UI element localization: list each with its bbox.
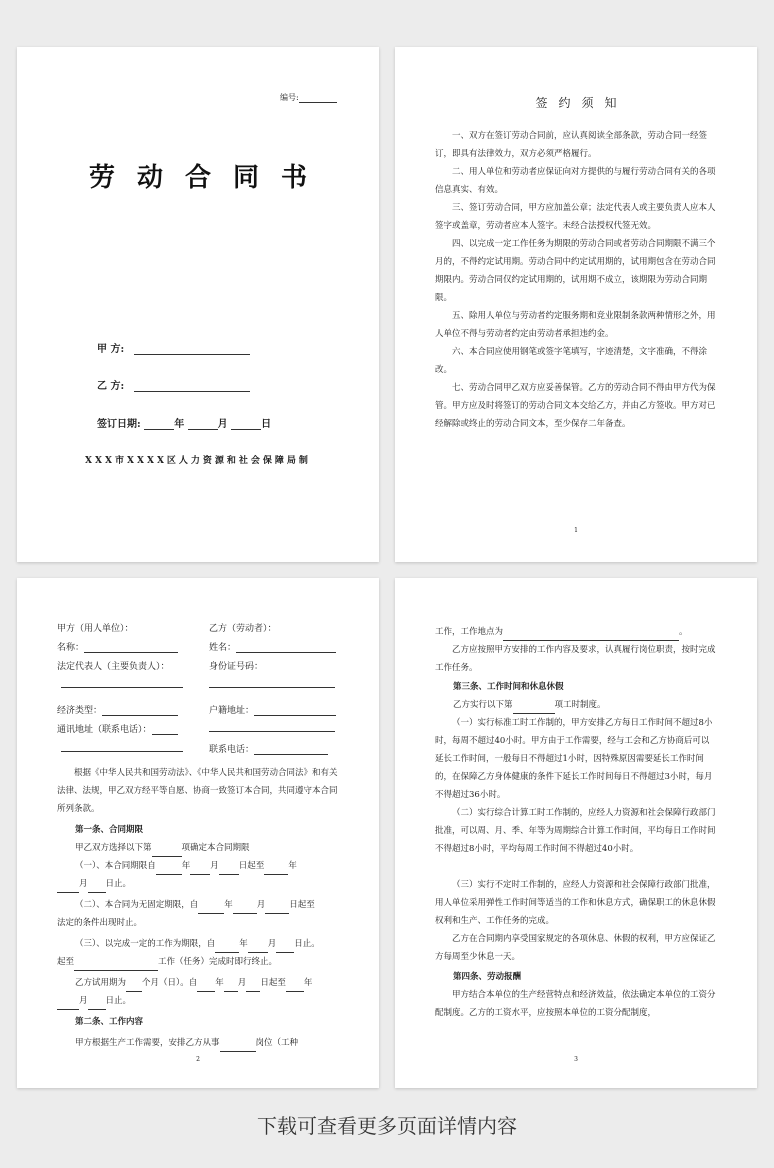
contact-field [209,742,328,755]
article-3-choice [453,696,739,714]
a1-3-year: 年 [239,939,248,949]
article-1-option-2 [75,896,361,914]
sign-month-label: 月 [217,419,228,430]
probation-months-line [126,982,142,992]
page-number-3: 3 [574,1056,578,1063]
contract-number-line [299,94,337,103]
article-4-title: 第四条、劳动报酬 [453,972,522,982]
article-3-rest: 乙方在合同期内享受国家规定的各项休息、休假的权利，甲方应保证乙方每周至少休息一天。 [435,934,716,962]
notice-para-6: 六、本合同应使用钢笔或签字笔填写，字迹清楚，文字准确，不得涂改。 [435,347,708,375]
a1-3-month: 月 [267,939,277,949]
a1-1-end-day: 日止。 [105,879,132,889]
address-label: 通讯地址（联系电话）： [57,725,152,735]
article-3-title: 第三条、工作时间和休息休假 [453,682,564,692]
party-a-line [134,344,250,355]
article-1-option-1 [75,857,361,875]
household-label: 户籍地址： [209,706,255,716]
article-1-title: 第一条、合同期限 [75,825,144,835]
economic-type-field [57,703,178,716]
intro-paragraph: 根据《中华人民共和国劳动法》、《中华人民共和国劳动合同法》和有关法律、法规，甲乙双方经平等自愿、协商一致签订本合同，共同遵守本合同所列条款。 [57,768,338,814]
person-name-label: 姓名： [209,643,237,653]
party-a-field [97,340,250,355]
a1-2-year: 年 [224,900,233,910]
probation-end-day-line [88,1000,106,1010]
sign-day-label: 日 [261,419,272,430]
person-name-field [209,640,336,653]
contact-label: 联系电话： [209,745,255,755]
probation-day-line [246,982,260,992]
probation-months: 个月（日）。自 [142,978,198,988]
probation-month: 月 [237,978,247,988]
probation-line-end [57,992,343,1010]
a1-1-end-year-line [264,865,288,875]
probation-month-line [224,982,238,992]
id-number-line [209,678,335,688]
a1-1-month: 月 [210,861,219,871]
notice-para-3: 三、签订劳动合同，甲方应加盖公章；法定代表人或主要负责人应本人签字或盖章，劳动者应本人签字。未经合法授权代签无效。 [435,203,716,231]
a1-3-day: 日止。 [294,939,320,949]
contract-number-label: 编号: [280,93,299,102]
sign-date-field [97,415,271,430]
article-1-option-3 [75,935,361,953]
a3-choice-line [513,704,555,714]
probation-end-day: 日止。 [105,996,132,1006]
address-line-2 [61,742,183,752]
a1-3-day-line [276,943,294,953]
article-4-text: 甲方结合本单位的生产经营特点和经济效益，依法确定本单位的工资分配制度。乙方的工资水平，应按照本单位的工资分配制度， [435,990,716,1018]
a1-1-day-line [219,865,239,875]
notice-para-2: 二、用人单位和劳动者应保证向对方提供的与履行劳动合同有关的各项信息真实、有效。 [435,167,716,195]
a1-3-month-line [248,943,268,953]
economic-type-label: 经济类型： [57,706,103,716]
household-field-2 [209,722,335,732]
notice-para-5: 五、除用人单位与劳动者约定服务期和竞业限制条款两种情形之外，用人单位不得与劳动者约定由劳动者承担违约金。 [435,311,716,339]
notice-para-1: 一、双方在签订劳动合同前，应认真阅读全部条款，劳动合同一经签订，即具有法律效力，双方必须严格履行。 [435,131,708,159]
a1-3-prefix: （三）、以完成一定的工作为期限，自 [75,939,216,949]
party-b-header: 乙方（劳动者）： [209,624,277,634]
a3-choice-suffix: 项工时制度。 [554,700,606,710]
a2-position-line [220,1042,256,1052]
a1-3-year-line [215,943,239,953]
a1-3-suffix: 工作（任务）完成时即行终止。 [158,957,278,967]
a1-1-day-from: 日起至 [238,861,265,871]
a1-2-month-line [233,904,257,914]
party-a-header: 甲方（用人单位）： [57,624,134,634]
a1-1-prefix: （一）、本合同期限自 [75,861,156,871]
contract-page-2 [17,578,379,1088]
probation-line [75,974,361,992]
work-place-line [435,623,721,641]
a1-1-end-day-line [88,883,106,893]
contact-line [254,745,328,755]
id-number-field [209,678,335,688]
company-name-field [57,640,178,653]
article-3-option-2: （二）实行综合计算工时工作制的，应经人力资源和社会保障行政部门批准，可以周、月、季、年等为周期综合计算工作时间，平均每日工作时间不得超过8小时，平均每周工作时间不得超过40小时。 [435,808,716,854]
party-b-line [134,381,250,392]
a1-choice-line [152,847,182,857]
article-3-option-3: （三）实行不定时工作制的，应经人力资源和社会保障行政部门批准，用人单位采用弹性工作时间等适当的工作和休息方式，确保职工的休息休假权利和生产、工作任务的完成。 [435,880,716,926]
person-name-line [236,643,336,653]
address-field [57,722,178,735]
a1-1-month-line [190,865,210,875]
page-number-1: 1 [574,527,578,534]
sign-month-line [188,419,218,430]
legal-rep-label: 法定代表人（主要负责人）： [57,662,170,672]
a1-choice-prefix: 甲乙双方选择以下第 [75,843,152,853]
probation-prefix: 乙方试用期为 [75,978,127,988]
a1-1-year: 年 [181,861,191,871]
party-b-field [97,377,250,392]
probation-year: 年 [215,978,224,988]
address-field-2 [61,742,183,752]
notice-para-4: 四、以完成一定工作任务为期限的劳动合同或者劳动合同期限不满三个月的，不得约定试用期。劳动合同中约定试用期的，试用期包含在劳动合同期限内。劳动合同仅约定试用期的，试用期不成立，该期限为劳动合同期限。 [435,239,716,303]
duty-paragraph: 乙方应按照甲方安排的工作内容及要求，认真履行岗位职责，按时完成工作任务。 [435,645,716,673]
probation-end-month: 月 [79,996,88,1006]
company-name-label: 名称： [57,643,85,653]
a1-2-prefix: （二）、本合同为无固定期限，自 [75,900,199,910]
a1-1-end-year: 年 [288,861,297,871]
issuer: XXX市XXXX区人力资源和社会保障局制 [85,456,311,466]
probation-end-month-line [57,1000,79,1010]
page-number-2: 2 [196,1056,200,1063]
a2-suffix: 岗位（工种 [255,1038,299,1048]
a1-1-end-month: 月 [79,879,88,889]
contract-page-3 [395,578,757,1088]
household-field [209,703,336,716]
a1-choice-suffix: 项确定本合同期限 [181,843,250,853]
id-number-label: 身份证号码： [209,662,264,672]
legal-rep-field [61,678,183,688]
sign-date-label: 签订日期: [97,419,141,430]
cover-title: 劳动合同书 [88,163,329,193]
article-1-choice [75,839,361,857]
a1-2-day-line [265,904,289,914]
notice-heading: 签约须知 [535,96,628,110]
probation-end-year: 年 [303,978,313,988]
sign-year-label: 年 [174,419,185,430]
work-place-line-blank [503,631,679,641]
economic-type-line [102,706,178,716]
article-1-option-2-end: 法定的条件出现时止。 [57,918,143,928]
company-name-line [84,643,178,653]
sign-year-line [144,419,174,430]
party-a-label: 甲 方: [97,344,125,355]
probation-day-from: 日起至 [260,978,286,988]
article-2-text [75,1034,361,1052]
a1-1-year-line [156,865,182,875]
notice-page [395,47,757,562]
notice-para-7: 七、劳动合同甲乙双方应妥善保管。乙方的劳动合同不得由甲方代为保管。甲方应及时将签订的劳动合同文本交给乙方，并由乙方签收。甲方对已经解除或终止的劳动合同文本，至少保存二年备查。 [435,383,716,429]
a1-3-from: 起至 [57,957,75,967]
work-place-prefix: 工作，工作地点为 [435,627,504,637]
article-2-title: 第二条、工作内容 [75,1017,144,1027]
party-b-label: 乙 方: [97,381,125,392]
article-3-option-1: （一）实行标准工时工作制的，甲方安排乙方每日工作时间不超过8小时，每周不超过40小时。甲方由于工作需要，经与工会和乙方协商后可以延长工作时间，一般每日不得超过1小时，因特殊原因需要延长工作时间的，在保障乙方身体健康的条件下延长工作时间每日不得超过3小时，每月不得超过36小时。 [435,718,713,800]
a3-choice-prefix: 乙方实行以下第 [453,700,513,710]
contract-number [280,92,337,103]
a1-2-year-line [198,904,224,914]
a1-2-day-from: 日起至 [289,900,315,910]
article-1-option-3-end [57,953,343,971]
sign-day-line [231,419,261,430]
probation-end-year-line [286,982,304,992]
household-line-2 [209,722,335,732]
article-1-option-1-end [57,875,343,893]
a1-2-month: 月 [256,900,266,910]
address-line [152,725,178,735]
work-place-suffix: 。 [679,627,688,637]
download-note: 下载可查看更多页面详情内容 [257,1114,517,1138]
a2-prefix: 甲方根据生产工作需要，安排乙方从事 [75,1038,220,1048]
legal-rep-line [61,678,183,688]
a1-1-end-month-line [57,883,79,893]
probation-year-line [197,982,215,992]
household-line [254,706,336,716]
a1-3-task-line [74,961,158,971]
cover-page [17,47,379,562]
